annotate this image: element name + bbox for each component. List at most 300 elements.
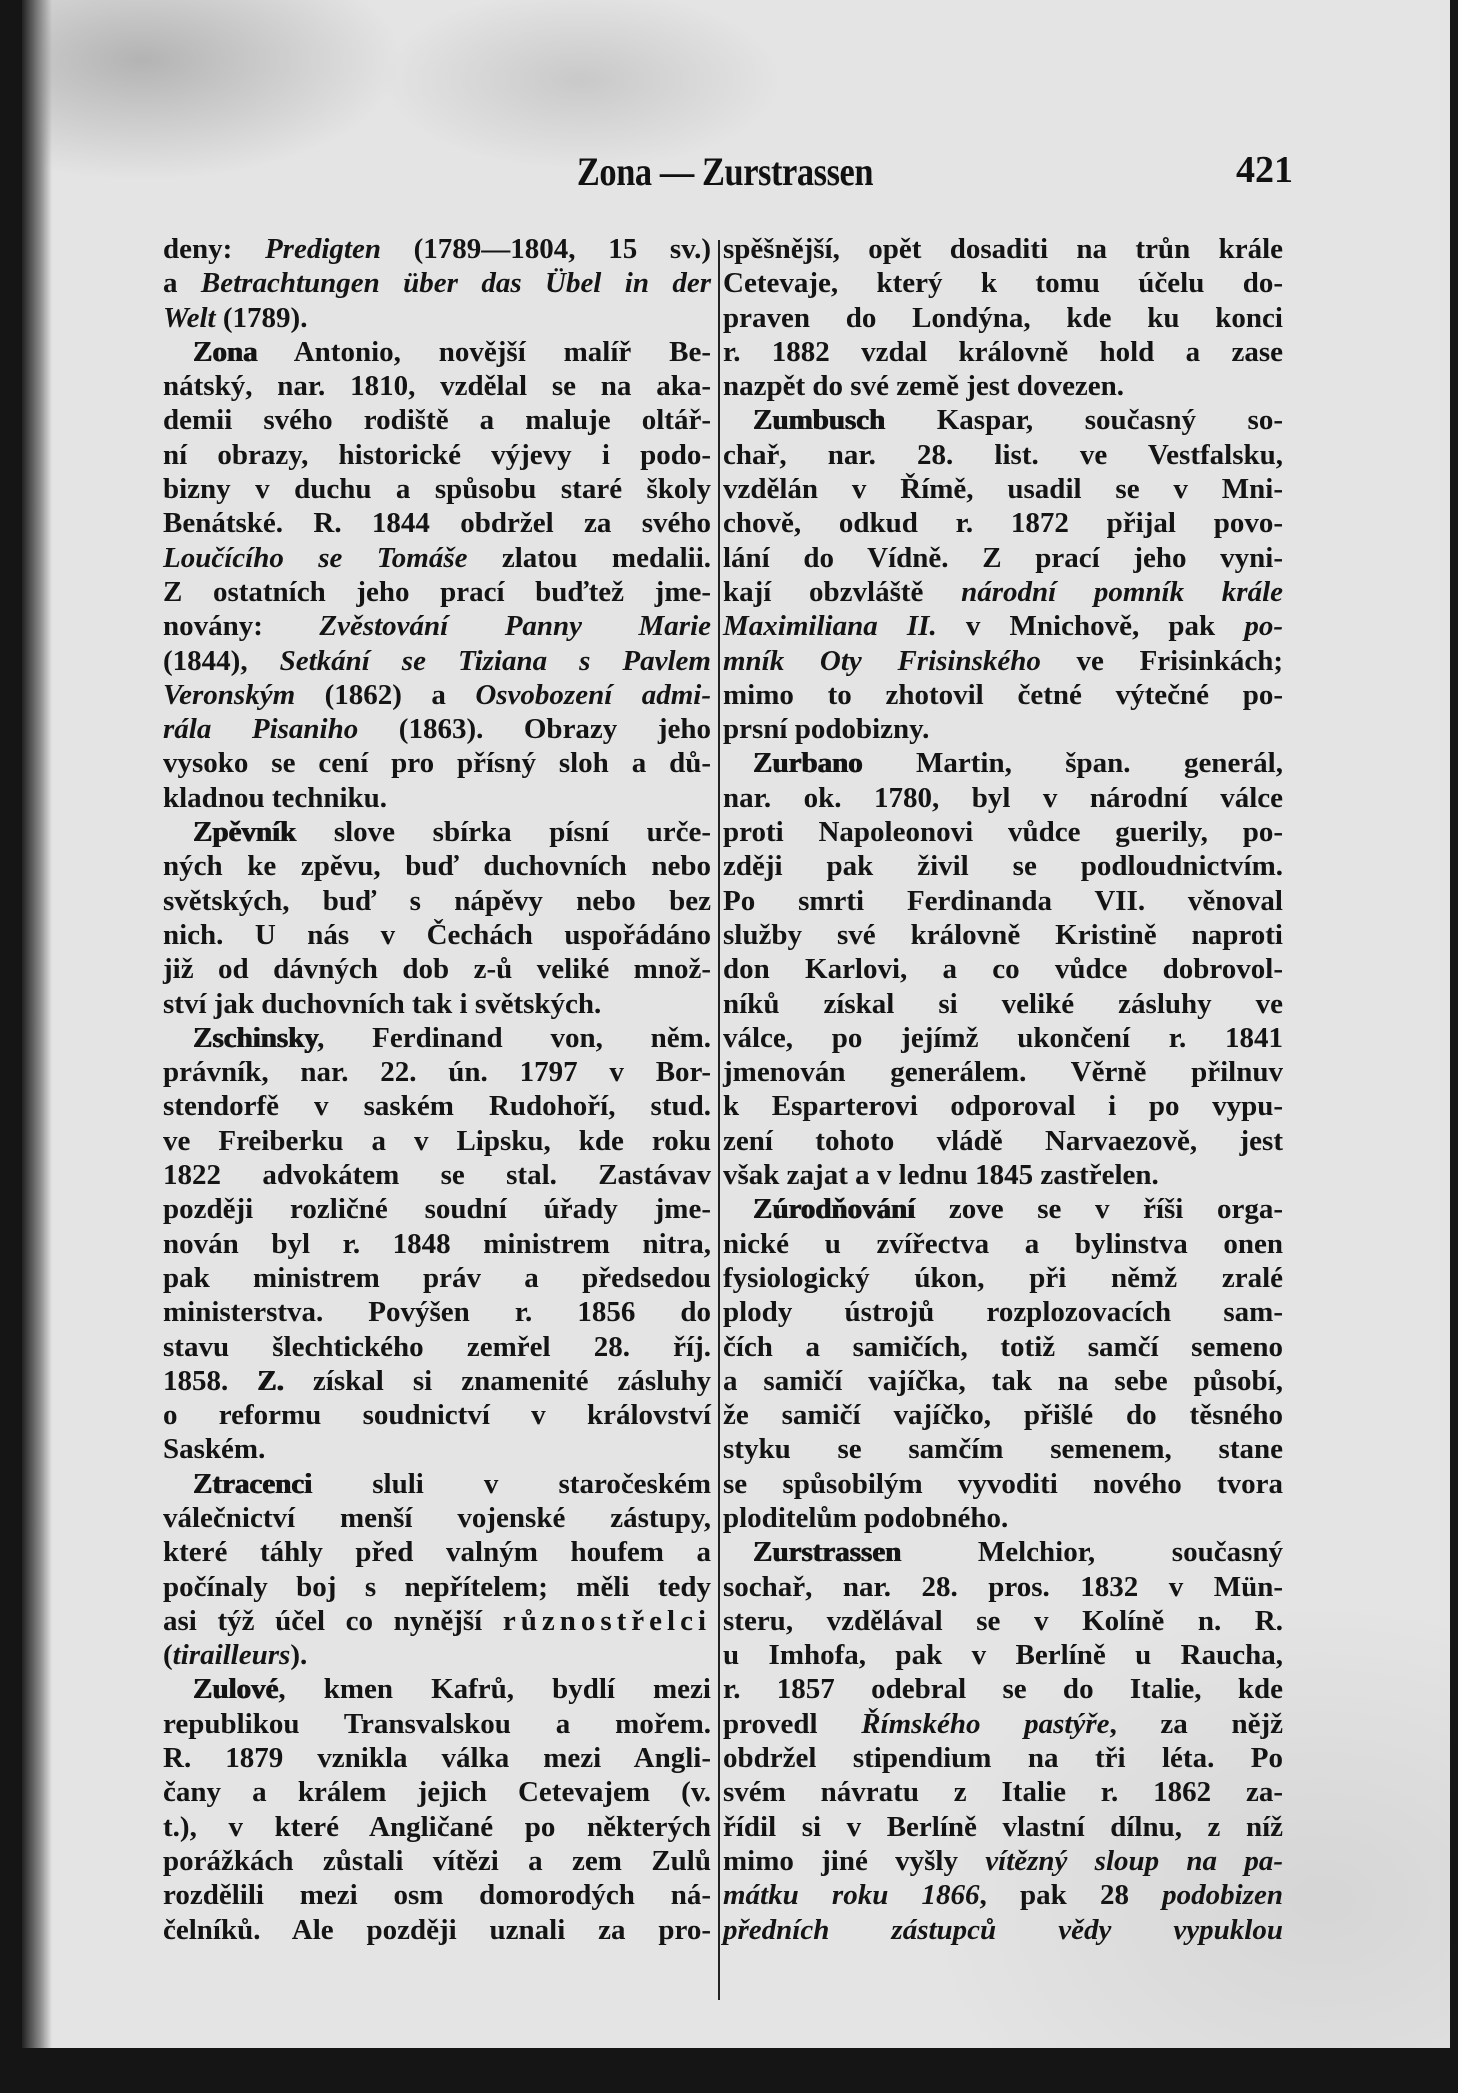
line-text xyxy=(723,1158,1159,1192)
text-line xyxy=(163,506,711,540)
italic-title: Setkání se Tiziana s Pavlem xyxy=(279,644,711,677)
text-segment: nich. U nás v Čechách uspořádáno xyxy=(163,918,711,951)
text-line xyxy=(723,781,1283,815)
line-text xyxy=(723,575,1283,609)
line-text xyxy=(723,1570,1283,1604)
text-segment: vzdělán v Římě, usadil se v Mni- xyxy=(723,473,1283,506)
headword: Zurbano xyxy=(753,747,863,780)
text-segment: svém návratu z Italie r. 1862 za- xyxy=(723,1776,1283,1809)
text-line xyxy=(723,301,1283,335)
line-text xyxy=(163,1192,711,1226)
text-segment: že samičí vajíčko, přišlé do těsného xyxy=(723,1399,1283,1432)
text-line xyxy=(723,438,1283,472)
line-text xyxy=(163,987,601,1021)
line-text xyxy=(163,266,711,300)
italic-title: Osvobození admi- xyxy=(475,678,711,711)
line-text xyxy=(163,952,711,986)
text-segment: právník, nar. 22. ún. 1797 v Bor- xyxy=(163,1056,711,1089)
text-segment: k Esparterovi odporoval i po vypu- xyxy=(723,1090,1283,1123)
line-text xyxy=(163,1775,711,1809)
italic-title: Veronským xyxy=(163,678,296,711)
line-text xyxy=(723,746,1283,780)
text-line xyxy=(723,506,1283,540)
line-text xyxy=(163,1810,711,1844)
text-line xyxy=(163,1844,711,1878)
text-line xyxy=(163,403,711,437)
line-text xyxy=(723,987,1283,1021)
text-segment: Cetevaje, který k tomu účelu do- xyxy=(723,267,1283,300)
text-line xyxy=(163,1570,711,1604)
text-line xyxy=(163,1227,711,1261)
text-segment: ( xyxy=(163,1639,173,1672)
text-line xyxy=(723,815,1283,849)
text-segment: zení tohoto vládě Narvaezově, jest xyxy=(723,1124,1283,1157)
line-text xyxy=(163,472,711,506)
text-line xyxy=(163,1432,711,1466)
line-text xyxy=(723,1261,1283,1295)
text-segment: t.), v které Angličané po některých xyxy=(163,1810,711,1843)
line-text xyxy=(723,1124,1283,1158)
line-text xyxy=(723,1364,1283,1398)
italic-title: vítězný sloup na pa- xyxy=(985,1844,1283,1877)
line-text xyxy=(723,506,1283,540)
text-segment: zlatou medalii. xyxy=(467,541,711,574)
line-text xyxy=(163,1501,711,1535)
text-segment: u Imhofa, pak v Berlíně u Raucha, xyxy=(723,1639,1283,1672)
text-segment: různostřelci xyxy=(502,1604,711,1637)
text-segment: , za nějž xyxy=(1109,1707,1283,1740)
text-line xyxy=(163,1604,711,1638)
text-segment: 1858. xyxy=(163,1364,258,1397)
text-line xyxy=(163,472,711,506)
text-line xyxy=(723,609,1283,643)
text-segment: sochař, nar. 28. pros. 1832 v Mün- xyxy=(723,1570,1283,1603)
text-segment: čích a samičích, totiž samčí semeno xyxy=(723,1330,1283,1363)
text-segment: 1822 advokátem se stal. Zastávav xyxy=(163,1159,711,1192)
text-segment: obdržel stipendium na tři léta. Po xyxy=(723,1742,1283,1775)
headword: Zúrodňování xyxy=(753,1193,916,1226)
text-line xyxy=(163,575,711,609)
line-text xyxy=(163,1467,711,1501)
text-line xyxy=(163,1638,711,1672)
headword: Zurstrassen xyxy=(753,1536,902,1569)
line-text xyxy=(723,1227,1283,1261)
line-text xyxy=(723,1810,1283,1844)
line-text xyxy=(163,1055,711,1089)
text-line xyxy=(163,1741,711,1775)
line-text xyxy=(163,575,711,609)
text-segment: nické u zvířectva a bylinstva onen xyxy=(723,1227,1283,1260)
text-line xyxy=(723,678,1283,712)
entry-start-line xyxy=(723,1192,1283,1226)
text-line xyxy=(163,644,711,678)
text-segment: řídil si v Berlíně vlastní dílnu, z níž xyxy=(723,1810,1283,1843)
line-text xyxy=(723,1021,1283,1055)
text-segment: ní obrazy, historické výjevy i podo- xyxy=(163,438,711,471)
line-text xyxy=(163,712,711,746)
text-segment: mimo to zhotovil četné výtečné po- xyxy=(723,678,1283,711)
text-segment: válce, po jejímž ukončení r. 1841 xyxy=(723,1021,1283,1054)
line-text xyxy=(163,746,711,780)
text-segment: Antonio, novější malíř Be- xyxy=(257,335,711,368)
text-line xyxy=(163,1878,711,1912)
text-segment: (1863). Obrazy jeho xyxy=(358,713,711,746)
line-text xyxy=(163,1844,711,1878)
line-text xyxy=(723,1192,1283,1226)
text-line xyxy=(163,232,711,266)
text-segment: Melchior, současný xyxy=(901,1536,1283,1569)
text-line xyxy=(723,575,1283,609)
italic-title: Predigten xyxy=(264,233,381,265)
line-text xyxy=(723,1089,1283,1123)
text-segment: (1789—1804, 15 sv.) xyxy=(380,233,711,265)
italic-title: mátku roku 1866 xyxy=(723,1879,980,1912)
line-text xyxy=(723,1707,1283,1741)
text-segment: don Karlovi, a co vůdce dobrovol- xyxy=(723,953,1283,986)
text-segment: a xyxy=(163,267,201,300)
text-segment: se spůsobilým vyvoditi nového tvora xyxy=(723,1467,1283,1500)
headword: Ztracenci xyxy=(193,1467,313,1500)
text-segment: (1862) a xyxy=(295,678,476,711)
line-text xyxy=(163,815,711,849)
line-text xyxy=(163,335,711,369)
text-segment: prsní podobizny. xyxy=(723,713,930,746)
line-text xyxy=(163,1741,711,1775)
line-text xyxy=(163,1432,265,1466)
text-line xyxy=(723,1227,1283,1261)
italic-title: mník Oty Frisinského xyxy=(723,644,1041,677)
text-line xyxy=(163,438,711,472)
text-segment: chař, nar. 28. list. ve Vestfalsku, xyxy=(723,438,1283,471)
line-text xyxy=(723,1741,1283,1775)
text-line xyxy=(163,1913,711,1947)
line-text xyxy=(723,438,1283,472)
italic-title: podobizen xyxy=(1162,1879,1283,1912)
text-line xyxy=(723,335,1283,369)
text-segment: fysiologický úkon, při němž zralé xyxy=(723,1261,1283,1294)
text-segment: r. 1857 odebral se do Italie, kde xyxy=(723,1673,1283,1706)
line-text xyxy=(163,1638,307,1672)
text-line xyxy=(723,1398,1283,1432)
italic-title: národní pomník krále xyxy=(961,575,1283,608)
entry-start-line xyxy=(723,746,1283,780)
text-segment: lání do Vídně. Z prací jeho vyni- xyxy=(723,541,1283,574)
text-segment: nován byl r. 1848 ministrem nitra, xyxy=(163,1227,711,1260)
text-line xyxy=(723,1261,1283,1295)
text-segment: čelníků. Ale později uznali za pro- xyxy=(163,1913,711,1946)
headword: Zona xyxy=(193,335,258,368)
line-text xyxy=(723,1432,1283,1466)
line-text xyxy=(163,232,711,266)
text-segment: bizny v duchu a spůsobu staré školy xyxy=(163,473,711,506)
text-segment: níků získal si veliké zásluhy ve xyxy=(723,987,1283,1020)
text-segment: R. 1879 vznikla válka mezi Angli- xyxy=(163,1742,711,1775)
line-text xyxy=(163,541,711,575)
text-segment: nar. ok. 1780, byl v národní válce xyxy=(723,781,1283,814)
text-segment: sluli v staročeském xyxy=(312,1467,711,1500)
text-segment: získal si znamenité zásluhy xyxy=(283,1364,711,1397)
text-segment: plody ústrojů rozplozovacích sam- xyxy=(723,1296,1283,1329)
text-segment: Z ostatních jeho prací buďtež jme- xyxy=(163,575,711,608)
text-segment: které táhly před valným houfem a xyxy=(163,1536,711,1569)
text-segment: zove se v říši orga- xyxy=(915,1193,1283,1226)
text-line xyxy=(723,952,1283,986)
line-text xyxy=(723,1913,1283,1947)
line-text xyxy=(163,1021,711,1055)
column-divider xyxy=(718,240,720,2000)
line-text xyxy=(163,438,711,472)
text-line xyxy=(723,918,1283,952)
line-text xyxy=(723,609,1283,643)
text-line xyxy=(723,1878,1283,1912)
line-text xyxy=(163,1604,711,1638)
line-text xyxy=(723,541,1283,575)
text-line xyxy=(163,849,711,883)
headword: Zschinsky xyxy=(193,1021,318,1054)
line-text xyxy=(723,781,1283,815)
text-line xyxy=(163,1295,711,1329)
text-segment: stendorfě v saském Rudohoří, stud. xyxy=(163,1090,711,1123)
text-line xyxy=(163,1124,711,1158)
line-text xyxy=(163,884,711,918)
text-segment: asi týž účel co nynější xyxy=(163,1604,503,1637)
line-text xyxy=(723,1330,1283,1364)
text-segment: steru, vzdělával se v Kolíně n. R. xyxy=(723,1604,1283,1637)
text-segment: spěšnější, opět dosaditi na trůn krále xyxy=(723,233,1283,265)
text-line xyxy=(163,609,711,643)
italic-title: Welt xyxy=(163,301,216,334)
line-text xyxy=(723,266,1283,300)
text-segment: o reformu soudnictví v království xyxy=(163,1399,711,1432)
text-line xyxy=(163,952,711,986)
text-segment: ných ke zpěvu, buď duchovních nebo xyxy=(163,850,711,883)
italic-title: tirailleurs xyxy=(172,1639,291,1672)
text-line xyxy=(723,266,1283,300)
text-line xyxy=(163,301,711,335)
text-line xyxy=(723,644,1283,678)
page-number: 421 xyxy=(1236,149,1293,191)
line-text xyxy=(723,884,1283,918)
entry-start-line xyxy=(163,1021,711,1055)
italic-title: Římského pastýře xyxy=(861,1707,1110,1740)
line-text xyxy=(163,1089,711,1123)
text-segment: kají obzvláště xyxy=(723,575,962,608)
entry-start-line xyxy=(163,815,711,849)
line-text xyxy=(163,1295,711,1329)
text-segment: ve Freiberku a v Lipsku, kde roku xyxy=(163,1124,711,1157)
text-segment: čany a králem jejich Cetevajem (v. xyxy=(163,1776,711,1809)
line-text xyxy=(723,644,1283,678)
line-text xyxy=(163,403,711,437)
text-segment: válečnictví menší vojenské zástupy, xyxy=(163,1501,711,1534)
line-text xyxy=(163,1707,711,1741)
text-line xyxy=(723,1364,1283,1398)
text-line xyxy=(723,1672,1283,1706)
text-line xyxy=(723,541,1283,575)
text-line xyxy=(723,987,1283,1021)
text-segment: , Ferdinand von, něm. xyxy=(317,1021,711,1054)
line-text xyxy=(723,1295,1283,1329)
headword: Zpěvník xyxy=(193,816,297,849)
text-line xyxy=(163,987,711,1021)
text-line xyxy=(723,1741,1283,1775)
line-text xyxy=(723,1055,1283,1089)
text-segment: slove sbírka písní urče- xyxy=(296,816,711,849)
text-segment: nazpět do své země jest dovezen. xyxy=(723,370,1125,403)
text-segment: v Mnichově, pak xyxy=(936,610,1245,643)
text-segment: ). xyxy=(290,1639,308,1672)
text-segment: zději pak živil se podloudnictvím. xyxy=(723,850,1283,883)
line-text xyxy=(723,1467,1283,1501)
left-column xyxy=(163,232,711,1947)
text-segment: praven do Londýna, kde ku konci xyxy=(723,301,1283,334)
italic-title: Betrachtungen über das Übel in der xyxy=(200,267,711,300)
text-line xyxy=(163,1261,711,1295)
text-segment: počínaly boj s nepřítelem; měli tedy xyxy=(163,1570,711,1603)
text-segment: novány: xyxy=(163,610,320,643)
text-segment: deny: xyxy=(163,233,265,265)
text-line xyxy=(163,369,711,403)
text-segment: rozdělili mezi osm domorodých ná- xyxy=(163,1879,711,1912)
text-segment: ploditelům podobného. xyxy=(723,1501,1009,1534)
line-text xyxy=(163,1261,711,1295)
text-segment: služby své královně Kristině naproti xyxy=(723,918,1283,951)
line-text xyxy=(723,815,1283,849)
text-line xyxy=(163,541,711,575)
line-text xyxy=(163,1330,711,1364)
text-line xyxy=(723,1913,1283,1947)
line-text xyxy=(723,849,1283,883)
text-line xyxy=(163,266,711,300)
running-header xyxy=(0,148,1458,198)
line-text xyxy=(723,1604,1283,1638)
text-segment: (1844), xyxy=(163,644,280,677)
text-line xyxy=(163,1089,711,1123)
text-line xyxy=(723,1158,1283,1192)
line-text xyxy=(163,1227,711,1261)
text-segment: Benátské. R. 1844 obdržel za svého xyxy=(163,507,711,540)
line-text xyxy=(723,1398,1283,1432)
text-line xyxy=(723,1501,1283,1535)
text-segment: však zajat a v lednu 1845 zastřelen. xyxy=(723,1159,1159,1192)
text-segment: porážkách zůstali vítězi a zem Zulů xyxy=(163,1844,711,1877)
line-text xyxy=(723,678,1283,712)
line-text xyxy=(163,1878,711,1912)
text-line xyxy=(723,884,1283,918)
line-text xyxy=(723,1878,1283,1912)
text-line xyxy=(723,1638,1283,1672)
text-segment: mimo jiné vyšly xyxy=(723,1844,986,1877)
text-segment: Po smrti Ferdinanda VII. věnoval xyxy=(723,884,1283,917)
text-segment: jmenován generálem. Věrně přilnuv xyxy=(723,1056,1283,1089)
italic-title: Maximiliana II. xyxy=(723,610,937,643)
text-segment: , pak 28 xyxy=(979,1879,1163,1912)
text-line xyxy=(163,884,711,918)
text-line xyxy=(723,472,1283,506)
line-text xyxy=(163,369,711,403)
text-line xyxy=(723,1604,1283,1638)
line-text xyxy=(723,1501,1008,1535)
text-line xyxy=(723,1707,1283,1741)
text-line xyxy=(723,1021,1283,1055)
line-text xyxy=(163,1570,711,1604)
text-segment: již od dávných dob z-ů veliké množ- xyxy=(163,953,711,986)
text-line xyxy=(163,1501,711,1535)
line-text xyxy=(163,609,711,643)
text-line xyxy=(163,1158,711,1192)
italic-title: rála Pisaniho xyxy=(163,713,359,746)
text-segment: kladnou techniku. xyxy=(163,781,388,814)
text-segment: Kaspar, současný so- xyxy=(885,404,1283,437)
text-segment: ministerstva. Povýšen r. 1856 do xyxy=(163,1296,711,1329)
text-line xyxy=(163,1398,711,1432)
text-line xyxy=(163,1707,711,1741)
text-line xyxy=(163,918,711,952)
line-text xyxy=(163,781,387,815)
line-text xyxy=(163,1398,711,1432)
line-text xyxy=(723,369,1124,403)
text-line xyxy=(723,849,1283,883)
text-line xyxy=(723,1055,1283,1089)
entry-start-line xyxy=(163,1467,711,1501)
line-text xyxy=(723,918,1283,952)
text-line xyxy=(723,1775,1283,1809)
text-segment: r. 1882 vzdal královně hold a zase xyxy=(723,335,1283,368)
text-segment: později rozličné soudní úřady jme- xyxy=(163,1193,711,1226)
text-segment: stavu šlechtického zemřel 28. říj. xyxy=(163,1330,711,1363)
text-line xyxy=(723,1810,1283,1844)
text-segment: Saském. xyxy=(163,1433,266,1466)
scan-edge-shadow xyxy=(22,0,52,2048)
line-text xyxy=(723,952,1283,986)
text-segment: (1789). xyxy=(215,301,308,334)
text-line xyxy=(723,1570,1283,1604)
text-line xyxy=(163,1364,711,1398)
headword: Z. xyxy=(257,1364,284,1397)
text-line xyxy=(163,781,711,815)
line-text xyxy=(163,1158,711,1192)
text-line xyxy=(723,1124,1283,1158)
line-text xyxy=(723,403,1283,437)
text-line xyxy=(163,1192,711,1226)
text-segment: provedl xyxy=(723,1707,862,1740)
text-segment: proti Napoleonovi vůdce guerily, po- xyxy=(723,816,1283,849)
line-text xyxy=(723,1775,1283,1809)
line-text xyxy=(163,506,711,540)
line-text xyxy=(163,1364,711,1398)
text-segment: ve Frisinkách; xyxy=(1040,644,1283,677)
text-segment: styku se samčím semenem, stane xyxy=(723,1433,1283,1466)
text-line xyxy=(163,1055,711,1089)
italic-title: po- xyxy=(1244,610,1283,643)
text-segment: světských, buď s nápěvy nebo bez xyxy=(163,884,711,917)
text-segment: pak ministrem práv a předsedou xyxy=(163,1261,711,1294)
text-segment: nátský, nar. 1810, vzdělal se na aka- xyxy=(163,370,711,403)
line-text xyxy=(163,1913,711,1947)
line-text xyxy=(723,1844,1283,1878)
text-line xyxy=(163,1330,711,1364)
line-text xyxy=(723,1535,1283,1569)
text-segment: Martin, špan. generál, xyxy=(862,747,1283,780)
line-text xyxy=(723,1672,1283,1706)
text-line xyxy=(723,232,1283,266)
text-line xyxy=(163,712,711,746)
text-segment: a samičí vajíčka, tak na sebe působí, xyxy=(723,1364,1283,1397)
line-text xyxy=(723,301,1283,335)
text-segment: demii svého rodiště a maluje oltář- xyxy=(163,404,711,437)
text-line xyxy=(723,1330,1283,1364)
text-segment: republikou Transvalskou a mořem. xyxy=(163,1707,711,1740)
